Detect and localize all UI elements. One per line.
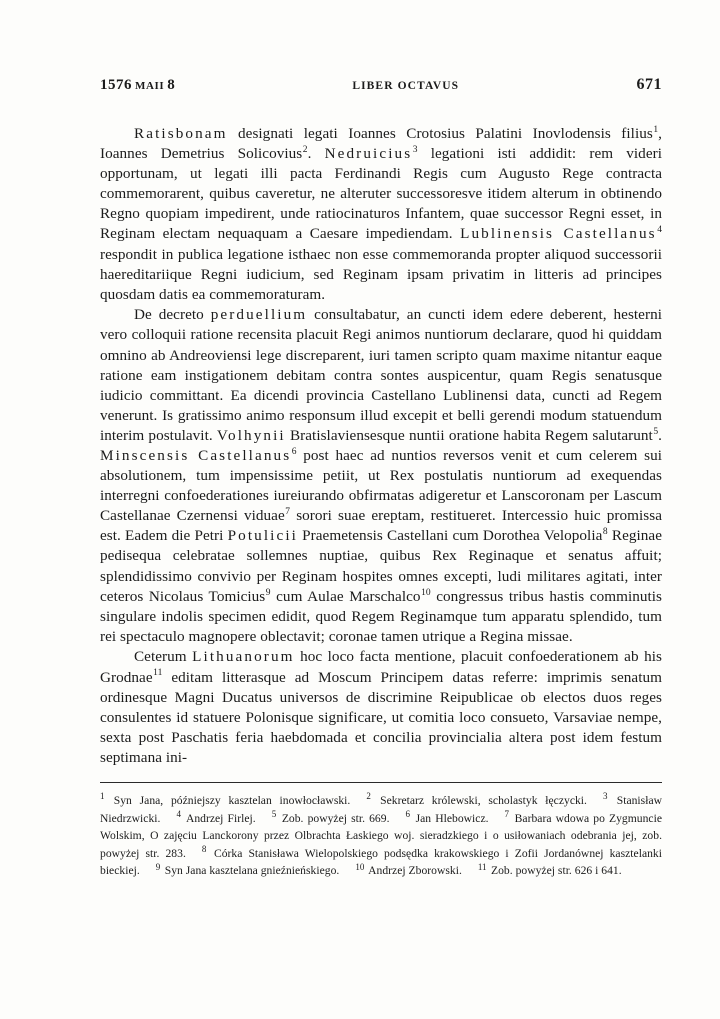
emphasized-name: Lublinensis Castellanus [460,225,657,243]
emphasized-name: perduellium [210,306,308,324]
emphasized-name: Volhynii [216,426,286,444]
text-run: congressus tribus hastis comminutis singulare indolis specimen edidit, quod Regem Reginamque tum apparatu splendido, tum rei spectaculo magnopere oblectavit; coronae tamen utrique a Regina missae. [100,587,663,645]
footnote-marker[interactable]: 3 [412,145,418,156]
footnote-marker[interactable]: 9 [265,587,271,598]
footnotes-block [100,792,662,880]
footnote-text: Andrzej Firlej. [182,811,256,825]
running-head-day: 8 [167,77,175,93]
footnote-gap [256,810,272,828]
emphasized-name: Nedruicius [324,145,413,163]
running-head [100,76,662,94]
text-run: respondit in publica legatione isthaec non esse commemoranda propter aliquod successorii haereditariique Regni iudicium, sed Reginam ipsam privatim in litteris ad principes quosdam datis ea commemoraturam. [100,245,662,303]
footnote-number: 2 [366,791,371,802]
footnote-item [355,861,462,878]
running-head-left [100,77,175,94]
footnote-number: 1 [100,791,105,802]
footnote-gap [350,792,366,810]
running-head-month: MAII [135,80,165,92]
footnote-item [155,861,340,878]
footnote-marker[interactable]: 5 [653,426,659,437]
footnote-text: Syn Jana kasztelana gnieźnieńskiego. [161,864,340,878]
text-run: designati legati Ioannes Crotosius Palatini Inovlodensis filius [227,125,653,142]
footnote-number: 6 [405,808,411,819]
paragraph [100,124,662,305]
paragraph [100,305,662,647]
footnote-gap [489,810,505,828]
footnote-text: Syn Jana, późniejszy kasztelan inowłocławski. [106,794,351,807]
footnote-number: 5 [271,808,277,819]
running-head-title: LIBER OCTAVUS [352,80,460,92]
footnote-number: 9 [155,861,161,872]
text-run: De decreto [134,306,211,324]
footnote-text: Andrzej Zborowski. [365,864,462,878]
emphasized-name: Lithuanorum [192,648,295,666]
footnote-item [271,808,390,825]
footnote-gap [160,810,176,828]
footnote-marker[interactable]: 1 [653,124,659,135]
text-run: sorori suae ereptam, restitueret. Intercessio huic promissa est. Eadem die Petri [100,507,663,545]
footnote-number: 8 [201,843,207,854]
footnote-item [366,791,587,807]
paragraph [100,647,662,768]
footnote-number: 10 [355,861,365,872]
footnote-number: 3 [602,791,608,802]
footnote-gap [339,862,355,880]
emphasized-name: Potulicii [227,527,298,545]
text-run: consultabatur, an cuncti idem edere deberent, hesterni vero colloquii ratione recensita placuit Regi animos nuntiorum declarare, quod hi quiddam omnino ab Andreoviensi lege discreparent, iuri tamen scripto quam maxime nitantur eaque ratione eam instigationem debitam contra sontes auspicentur, quam Regis senatusque iudicio committant. Ea dicendi provincia Castellano Lublinensi data, cuncti ad Regem venerunt. Is gratissimo animo responsum illud excepit et belli gerendi modum statuendum interim postulavit. [100,306,662,444]
footnote-marker[interactable]: 2 [302,145,308,156]
text-run: , Ioannes Demetrius Solicovius [100,125,662,163]
footnote-gap [140,862,156,880]
text-run: . [307,145,325,163]
footnote-text: Barbara wdowa po Zygmuncie Wolskim, O zajęciu Lanckorony przez Olbrachta Łaskiego woj. sieradzkiego i o usiłowaniach odebrania jej, zob. powyżej str. 283. [100,811,662,860]
footnote-gap [186,845,202,863]
footnote-text: Córka Stanisława Wielopolskiego podsędka krakowskiego i Zofii Jordanównej kasztelanki bieckiej. [100,846,662,878]
footnote-marker[interactable]: 7 [285,507,291,518]
text-run: Reginae pedisequa celebratae sollemnes nuptiae, quibus Rex Reginaque et senatus affuit; splendidissimo convivio per Reginam hospites omnes excepti, ludi militares agitati, inter ceteros Nicolaus Tomicius [100,527,662,605]
footnote-text: Sekretarz królewski, scholastyk łęczycki. [372,794,587,807]
footnote-item [100,791,351,807]
footnote-number: 11 [477,861,487,872]
footnote-number: 7 [504,808,510,819]
text-run: . [658,426,662,444]
footnote-item [176,808,256,825]
text-run: cum Aulae Marschalco [270,587,421,605]
text-run: editam litterasque ad Moscum Principem datas referre: imprimis senatum ordinesque Magni Ducatus universos de discrimine Reipublicae ob electos duos reges consulentes id statuere Polonisque significare, ut comitia loco consueto, Varsaviae nempe, sexta post Paschatis feria haebdomada et concilia provincialia altera post idem festum septimana ini- [100,668,662,766]
footnote-marker[interactable]: 10 [421,587,431,598]
text-run: Ceterum [134,648,193,666]
footnote-gap [587,792,603,810]
text-run: Bratislaviensesque nuntii oratione habita Regem salutarunt [285,426,653,444]
page-number: 671 [636,76,662,93]
footnote-divider [100,782,662,783]
text-run: post haec ad nuntios reversos venit et cum celerem sui absolutionem, tum impensissime petiit, ut Rex postulatis nuntiorum ad exequendas interregni confoederationes iureiurando obfirmatas adigeretur et Lanscoronam per Lascum Castellanae Czernensi viduae [100,447,662,525]
footnote-marker[interactable]: 6 [291,446,297,457]
footnote-gap [389,810,405,828]
body-text [100,124,662,768]
footnote-marker[interactable]: 8 [602,527,608,538]
emphasized-name: Minscensis Castellanus [100,447,292,464]
footnote-text: Zob. powyżej str. 669. [277,811,390,825]
footnote-marker[interactable]: 4 [657,225,662,236]
footnote-text: Stanisław Niedrzwicki. [100,794,663,825]
footnote-item [405,808,489,825]
footnote-text: Zob. powyżej str. 626 i 641. [488,864,622,878]
footnote-marker[interactable]: 11 [153,668,163,679]
text-run: Praemetensis Castellani cum Dorothea Velopolia [297,527,603,545]
footnote-item [477,861,622,878]
footnote-number: 4 [176,808,181,819]
footnote-text: Jan Hlebowicz. [411,811,489,825]
footnote-gap [462,862,478,880]
emphasized-name: Ratisbonam [134,125,228,142]
running-head-year: 1576 [100,77,132,93]
text-run: legationi isti addidit: rem videri opportunam, ut legati illi pacta Ferdinandi Regis cum Augusto Rege contracta commemorarent, quibus caveretur, ne alteruter successoresve itidem alterum in obtinendo Regno quopiam impedirent, unde ratiocinaturos Infantem, quae successor Regni esset, in Reginam electam nequaquam a Caesare impediendam. [100,145,662,243]
page-content [100,76,662,880]
text-run: hoc loco facta mentione, placuit confoederationem ab his Grodnae [100,648,662,686]
